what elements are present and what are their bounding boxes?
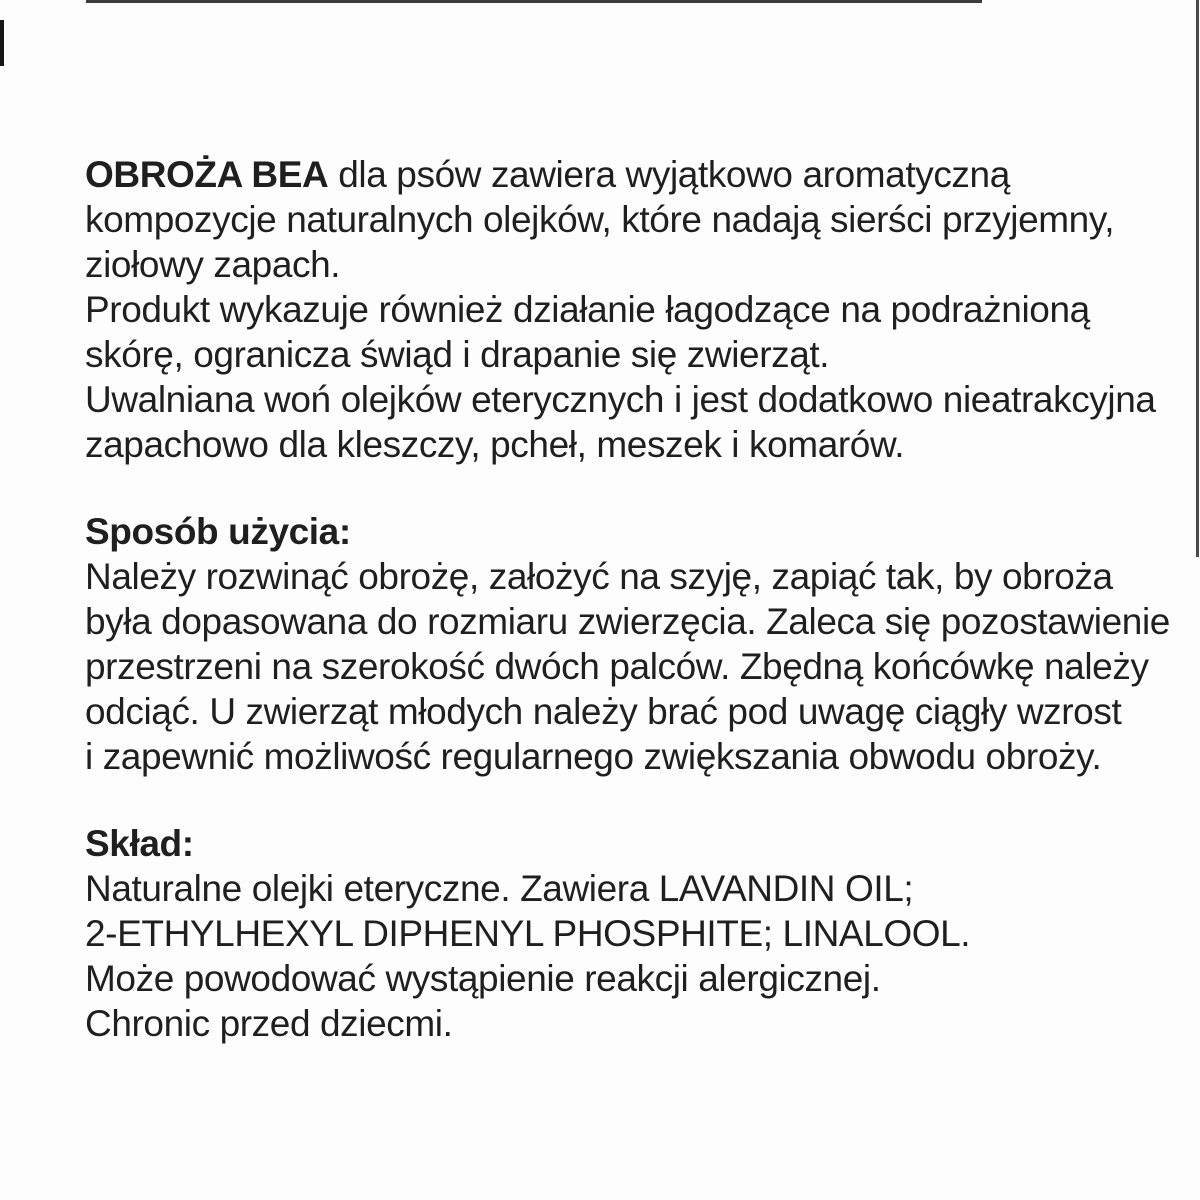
intro-line-3: ziołowy zapach. xyxy=(85,244,341,285)
usage-line-3: przestrzeni na szerokość dwóch palców. Zbędną końcówkę należy xyxy=(85,646,1149,687)
intro-line-6: Uwalniana woń olejków eterycznych i jest dodatkowo nieatrakcyjna xyxy=(85,379,1156,420)
ingredients-line-3: Może powodować wystąpienie reakcji alergicznej. xyxy=(85,958,881,999)
usage-paragraph xyxy=(85,554,1170,779)
ingredients-line-4: Chronic przed dziecmi. xyxy=(85,1003,453,1044)
intro-line-2: kompozycje naturalnych olejków, które nadają sierści przyjemny, xyxy=(85,199,1115,240)
usage-line-1: Należy rozwinąć obrożę, założyć na szyję, zapiąć tak, by obroża xyxy=(85,556,1113,597)
intro-line-4: Produkt wykazuje również działanie łagodzące na podrażnioną xyxy=(85,289,1090,330)
scan-edge-left xyxy=(0,20,4,66)
intro-paragraph xyxy=(85,152,1156,467)
ingredients-heading: Skład: xyxy=(85,823,194,864)
scan-edge-top xyxy=(86,0,982,3)
usage-line-4: odciąć. U zwierząt młodych należy brać pod uwagę ciągły wzrost xyxy=(85,691,1122,732)
ingredients-paragraph xyxy=(85,866,1140,1046)
ingredients-line-2: 2-ETHYLHEXYL DIPHENYL PHOSPHITE; LINALOOL. xyxy=(85,913,971,954)
product-name: OBROŻA BEA xyxy=(85,154,329,195)
intro-line-7: zapachowo dla kleszczy, pcheł, meszek i komarów. xyxy=(85,424,905,465)
ingredients-line-1: Naturalne olejki eteryczne. Zawiera LAVANDIN OIL; xyxy=(85,868,914,909)
intro-line-5: skórę, ogranicza świąd i drapanie się zwierząt. xyxy=(85,334,830,375)
intro-line-1 xyxy=(85,152,1140,197)
usage-line-2: była dopasowana do rozmiaru zwierzęcia. Zaleca się pozostawienie xyxy=(85,601,1170,642)
scan-edge-right xyxy=(1196,0,1199,557)
usage-line-5: i zapewnić możliwość regularnego zwiększania obwodu obroży. xyxy=(85,736,1102,777)
intro-line-1-rest: dla psów zawiera wyjątkowo aromatyczną xyxy=(328,154,1010,195)
usage-heading: Sposób użycia: xyxy=(85,511,351,552)
